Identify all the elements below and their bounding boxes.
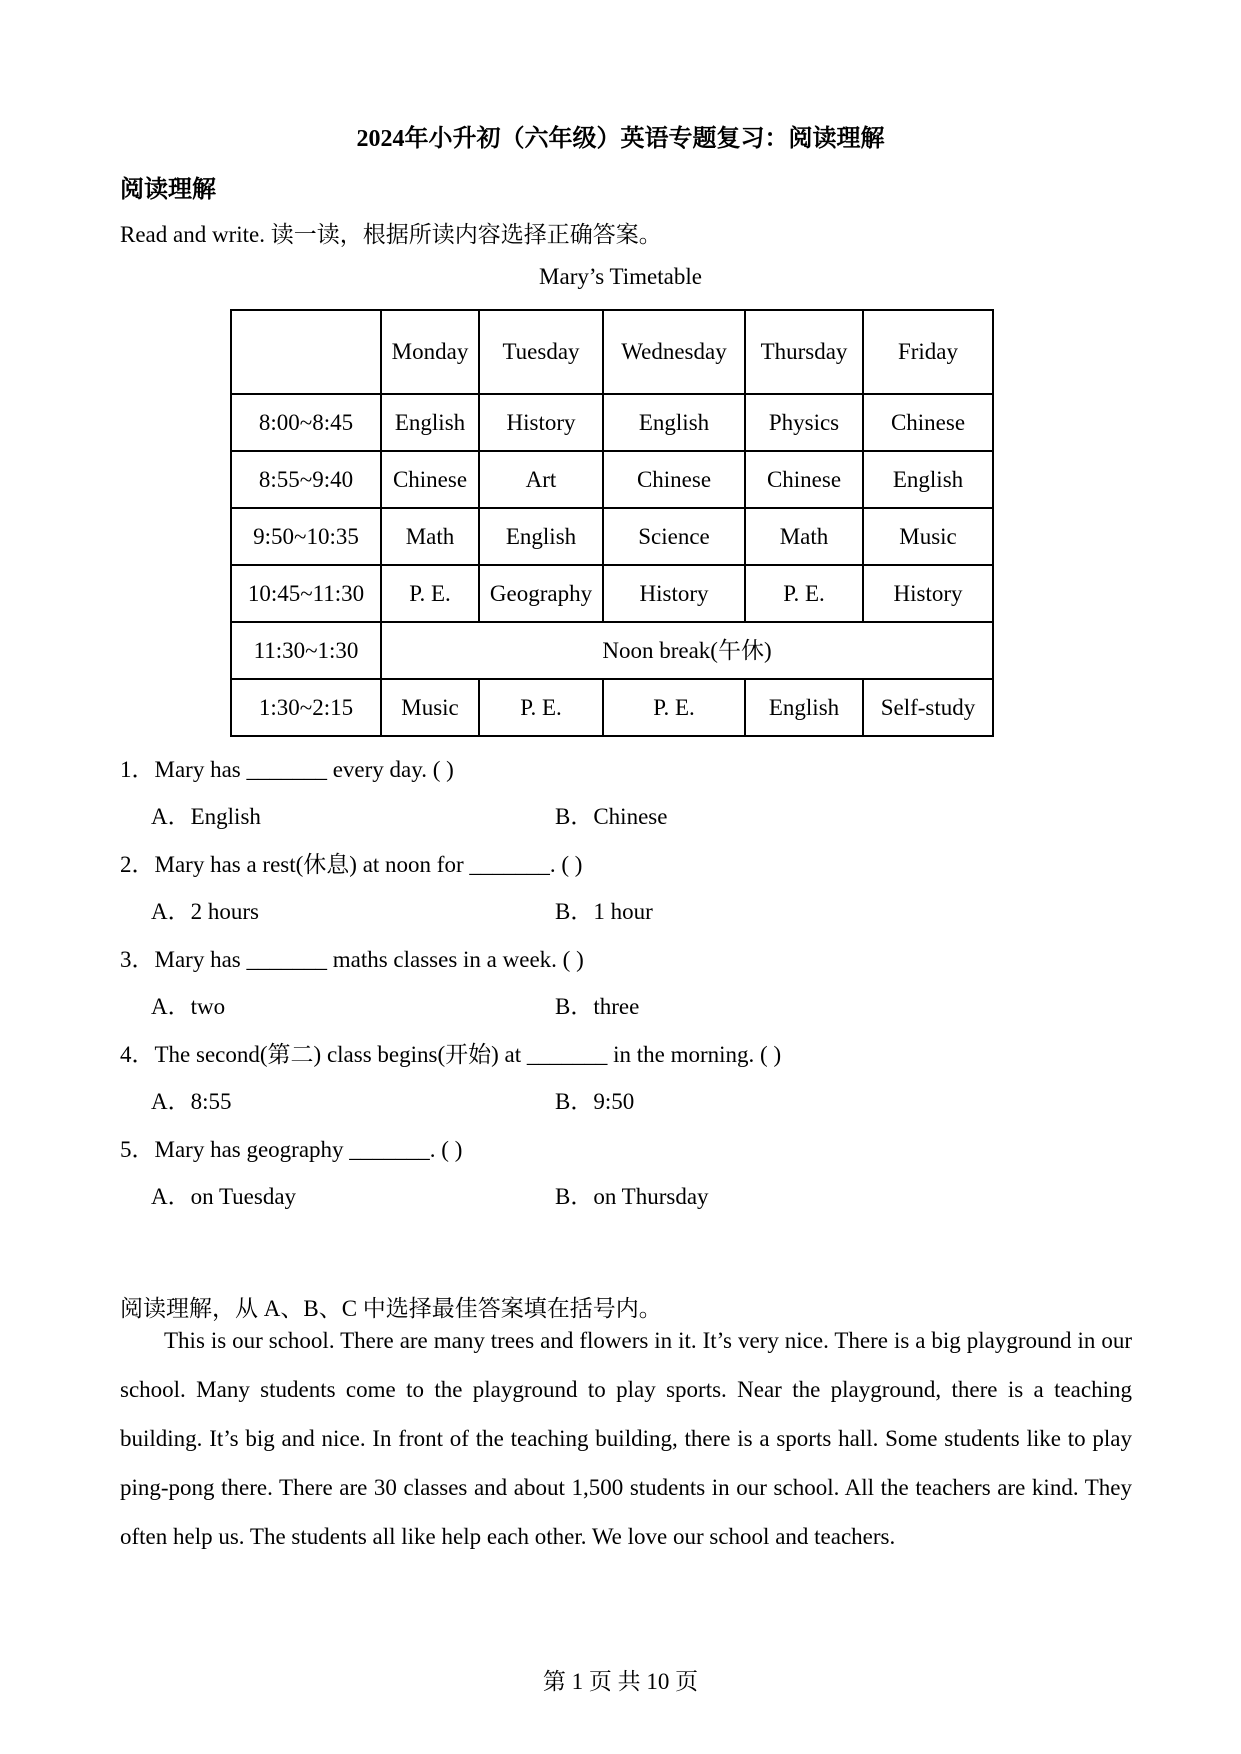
header-cell: Wednesday: [603, 310, 745, 394]
table-cell: Music: [381, 679, 479, 736]
option-b: B．on Thursday: [555, 1184, 709, 1209]
header-cell: [231, 310, 381, 394]
table-header-row: [231, 310, 993, 394]
part1-instruction: Read and write. 读一读，根据所读内容选择正确答案。: [120, 222, 662, 247]
table-row: [231, 622, 993, 679]
table-cell: History: [863, 565, 993, 622]
table-cell: English: [603, 394, 745, 451]
table-cell: Chinese: [603, 451, 745, 508]
table-row: [231, 565, 993, 622]
option-a: A．on Tuesday: [151, 1184, 297, 1209]
table-cell: Chinese: [381, 451, 479, 508]
time-cell: 8:55~9:40: [231, 451, 381, 508]
reading-passage: This is our school. There are many trees and flowers in it. It’s very nice. There is a big playground in our school. Many students come to the playground to play sports. Near the playground, there is a teaching building. It’s big and nice. In front of the teaching building, there is a sports hall. Some students like to play ping-pong there. There are 30 classes and about 1,500 students in our school. All the teachers are kind. They often help us. The students all like help each other. We love our school and teachers.: [120, 1328, 1132, 1549]
table-cell: English: [863, 451, 993, 508]
table-cell: History: [479, 394, 603, 451]
question-2: 2．Mary has a rest(休息) at noon for _______. ( ): [120, 852, 583, 877]
time-cell: 9:50~10:35: [231, 508, 381, 565]
table-cell: English: [745, 679, 863, 736]
page-title: 2024年小升初（六年级）英语专题复习：阅读理解: [356, 126, 885, 152]
table-cell: Science: [603, 508, 745, 565]
time-cell: 11:30~1:30: [231, 622, 381, 679]
table-cell: P. E.: [745, 565, 863, 622]
option-a: A．English: [151, 804, 261, 829]
table-cell: English: [479, 508, 603, 565]
table-cell: English: [381, 394, 479, 451]
table-cell: Geography: [479, 565, 603, 622]
question-1: 1．Mary has _______ every day. ( ): [120, 757, 454, 782]
option-a: A．8:55: [151, 1089, 232, 1114]
noon-break-cell: Noon break(午休): [381, 622, 993, 679]
table-cell: History: [603, 565, 745, 622]
header-cell: Monday: [381, 310, 479, 394]
part2-instruction: 阅读理解，从 A、B、C 中选择最佳答案填在括号内。: [120, 1296, 662, 1321]
header-cell: Friday: [863, 310, 993, 394]
time-cell: 8:00~8:45: [231, 394, 381, 451]
table-cell: Art: [479, 451, 603, 508]
table-cell: Music: [863, 508, 993, 565]
table-row: [231, 679, 993, 736]
option-a: A．two: [151, 994, 226, 1019]
table-cell: Physics: [745, 394, 863, 451]
option-b: B．Chinese: [555, 804, 668, 829]
table-cell: Chinese: [745, 451, 863, 508]
table-cell: Math: [381, 508, 479, 565]
table-cell: P. E.: [479, 679, 603, 736]
timetable: [230, 309, 994, 737]
table-cell: Self-study: [863, 679, 993, 736]
table-caption: Mary’s Timetable: [539, 264, 702, 289]
time-cell: 10:45~11:30: [231, 565, 381, 622]
table-row: [231, 451, 993, 508]
question-3: 3．Mary has _______ maths classes in a week. ( ): [120, 947, 584, 972]
option-b: B．three: [555, 994, 640, 1019]
header-cell: Tuesday: [479, 310, 603, 394]
table-cell: P. E.: [381, 565, 479, 622]
time-cell: 1:30~2:15: [231, 679, 381, 736]
section-heading: 阅读理解: [120, 177, 216, 203]
table-row: [231, 508, 993, 565]
table-cell: P. E.: [603, 679, 745, 736]
header-cell: Thursday: [745, 310, 863, 394]
question-5: 5．Mary has geography _______. ( ): [120, 1137, 463, 1162]
option-b: B．1 hour: [555, 899, 653, 924]
option-a: A．2 hours: [151, 899, 259, 924]
question-4: 4．The second(第二) class begins(开始) at _______ in the morning. ( ): [120, 1042, 782, 1067]
table-cell: Math: [745, 508, 863, 565]
page-footer: 第 1 页 共 10 页: [542, 1669, 699, 1694]
table-cell: Chinese: [863, 394, 993, 451]
option-b: B．9:50: [555, 1089, 635, 1114]
table-row: [231, 394, 993, 451]
